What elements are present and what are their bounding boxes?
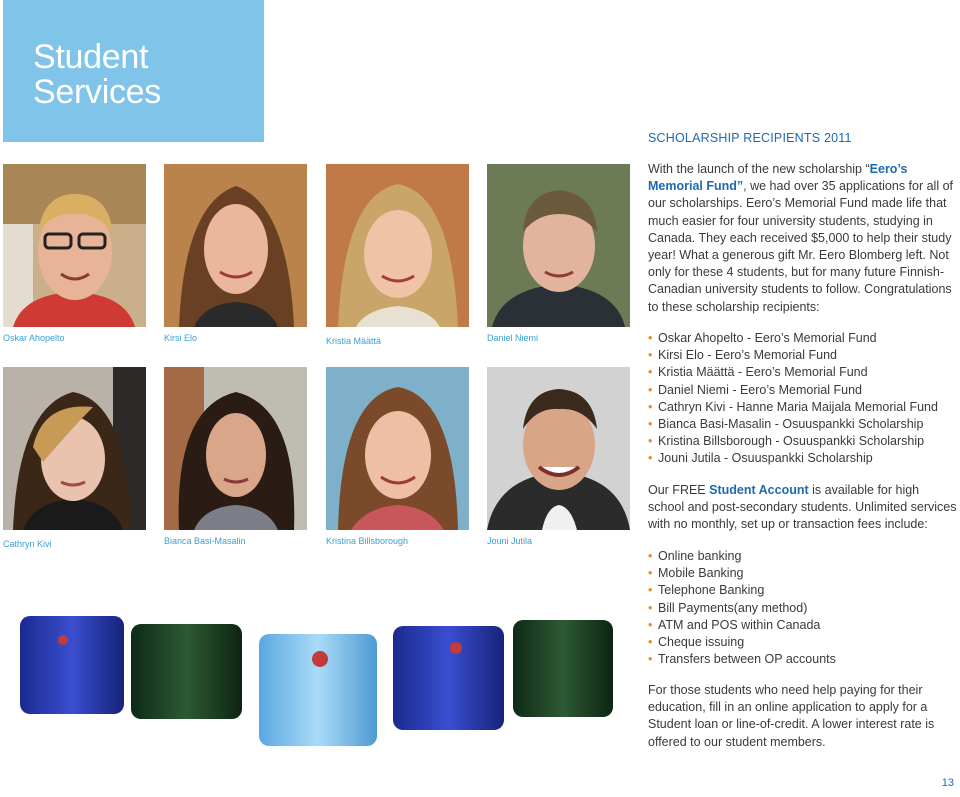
closing-paragraph: For those students who need help paying for their education, fill in an online application to apply for a Student loan or line-of-credit. A lower interest rate is offered to our student members. <box>648 683 935 749</box>
list-item: • Cathryn Kivi - Hanne Maria Maijala Memorial Fund <box>648 399 938 416</box>
photo-jouni <box>487 367 630 530</box>
photo-kirsi <box>164 164 307 327</box>
list-item: • Bianca Basi-Masalin - Osuuspankki Scholarship <box>648 416 938 433</box>
candle-holders-image <box>0 596 640 792</box>
account-paragraph: Our FREE Student Account is available for high school and post-secondary students. Unlimited services with no monthly, set up or transaction fees include: <box>648 483 957 532</box>
list-item: • Transfers between OP accounts <box>648 651 836 668</box>
photo-bianca <box>164 367 307 530</box>
page-title: Student Services <box>33 38 161 111</box>
list-item: • Kirsi Elo - Eero’s Memorial Fund <box>648 347 938 364</box>
photo-caption: Kirsi Elo <box>164 333 198 343</box>
title-box <box>3 0 264 142</box>
list-item: • Jouni Jutila - Osuuspankki Scholarship <box>648 450 938 467</box>
section-heading: SCHOLARSHIP RECIPIENTS 2011 <box>648 131 852 145</box>
photo-kristia <box>326 164 469 327</box>
list-item: • Bill Payments(any method) <box>648 600 836 617</box>
list-item: • Kristina Billsborough - Osuuspankki Scholarship <box>648 433 938 450</box>
student-account-link[interactable]: Student Account <box>709 483 809 497</box>
services-list <box>648 548 836 668</box>
photo-caption: Bianca Basi-Masalin <box>164 536 246 546</box>
photo-cathryn <box>3 367 146 530</box>
list-item: • Daniel Niemi - Eero’s Memorial Fund <box>648 382 938 399</box>
page-number: 13 <box>941 777 954 789</box>
photo-caption: Jouni Jutila <box>487 536 533 546</box>
photo-caption: Kristina Billsborough <box>326 536 409 546</box>
list-item: • Kristia Määttä - Eero’s Memorial Fund <box>648 364 938 381</box>
list-item: • Online banking <box>648 548 836 565</box>
photo-caption: Cathryn Kivi <box>3 539 52 549</box>
list-item: • Cheque issuing <box>648 634 836 651</box>
photo-kristina <box>326 367 469 530</box>
list-item: • Mobile Banking <box>648 565 836 582</box>
recipients-list <box>648 330 938 468</box>
photo-oskar <box>3 164 146 327</box>
list-item: • Telephone Banking <box>648 582 836 599</box>
photo-caption: Oskar Ahopelto <box>3 333 65 343</box>
photo-caption: Daniel Niemi <box>487 333 539 343</box>
photo-caption: Kristia Määttä <box>326 336 382 346</box>
intro-paragraph: With the launch of the new scholarship “Eero’s Memorial Fund”, we had over 35 applications for all of our scholarships. Eero’s Memorial Fund made life that much easier for four university students, studying in Canada. They each received $5,000 to help their study year! What a generous gift Mr. Eero Blomberg left. Not only for these 4 students, but for many future Finnish-Canadian university students to follow. Congratulations to these scholarship recipients: <box>648 162 954 314</box>
list-item: • ATM and POS within Canada <box>648 617 836 634</box>
photo-daniel <box>487 164 630 327</box>
fund-highlight: Eero’s Memorial Fund” <box>648 162 908 194</box>
list-item: • Oskar Ahopelto - Eero’s Memorial Fund <box>648 330 938 347</box>
